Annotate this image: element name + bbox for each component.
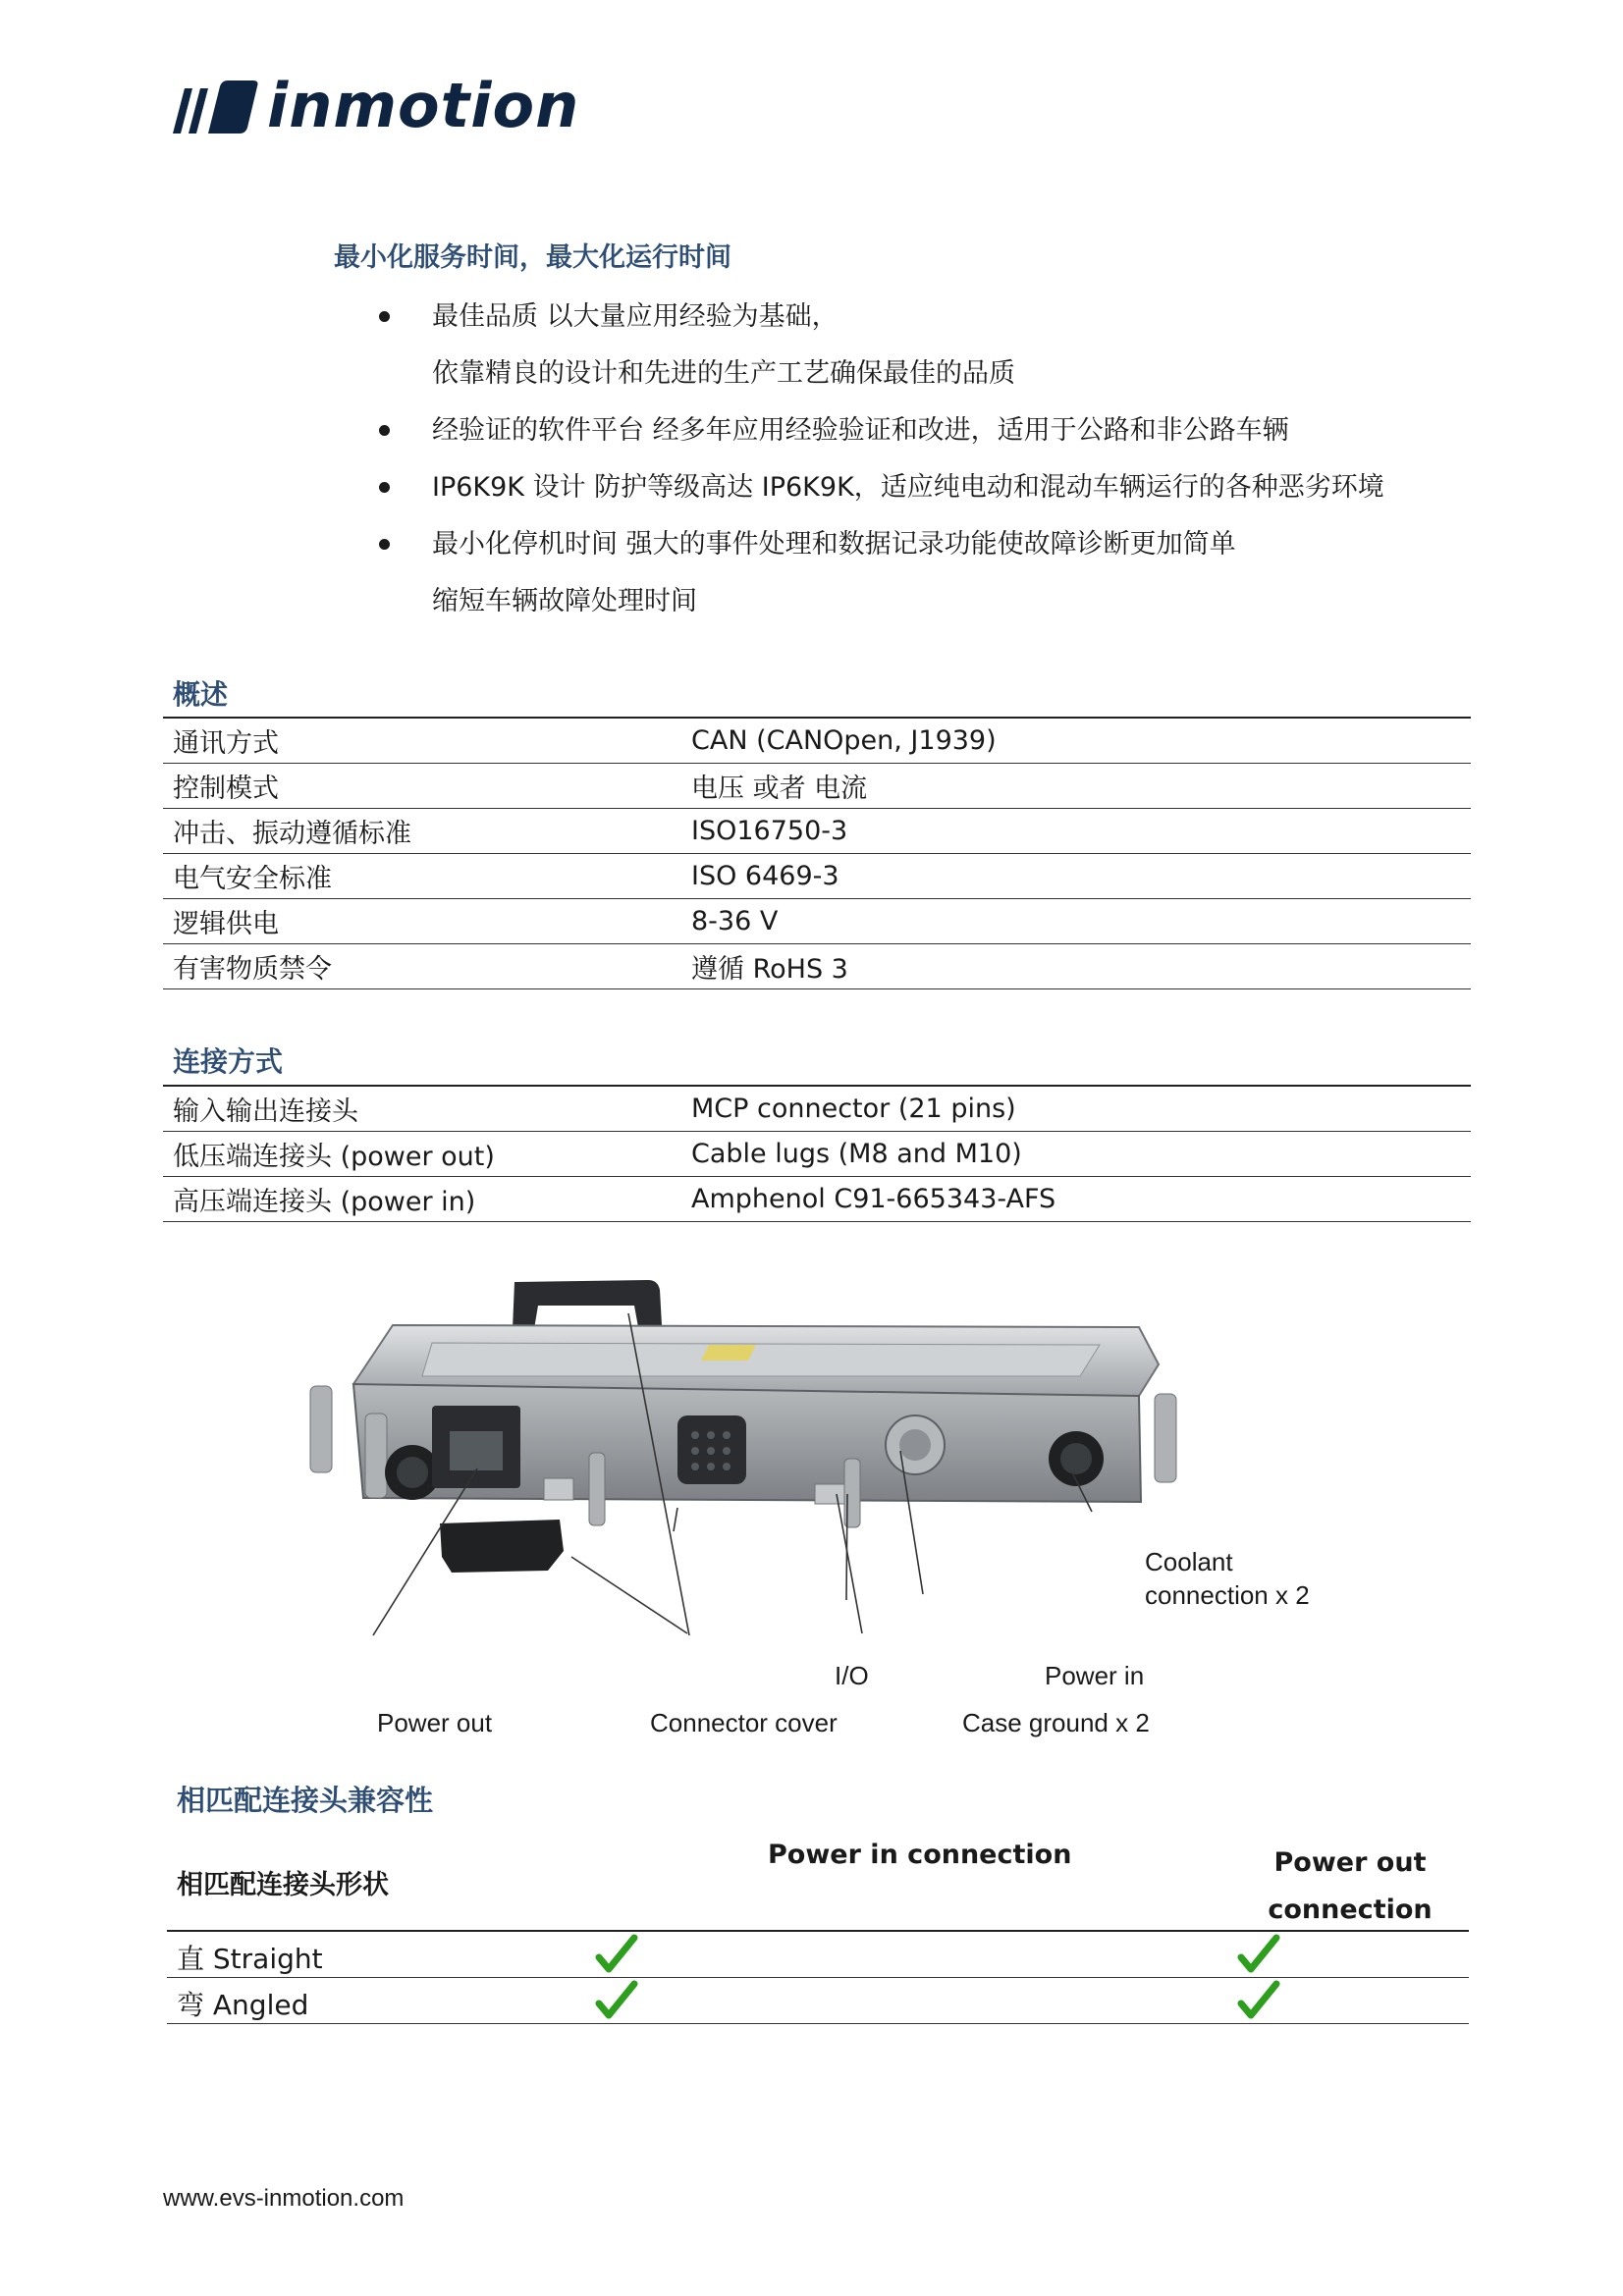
bullet-icon (379, 311, 390, 322)
row-label: 输入输出连接头 (173, 1096, 358, 1127)
table-row (167, 1932, 1469, 1978)
row-label: 电气安全标准 (173, 864, 332, 894)
row-value: CAN (CANOpen, J1939) (691, 725, 997, 756)
bullet-icon (379, 539, 390, 550)
compat-col-power-out-line2: connection (1268, 1895, 1433, 1925)
check-icon (595, 1980, 638, 2021)
coolant-label: Coolant (1145, 1547, 1233, 1576)
row-value: ISO16750-3 (691, 816, 848, 846)
check-icon (1237, 1934, 1280, 1975)
bullet-line: IP6K9K 设计 防护等级高达 IP6K9K，适应纯电动和混动车辆运行的各种恶劣环境 (432, 472, 1384, 503)
intro-title: 最小化服务时间，最大化运行时间 (334, 242, 731, 273)
row-label: 高压端连接头 (power in) (173, 1187, 476, 1217)
row-label: 冲击、振动遵循标准 (173, 819, 411, 849)
row-label: 直 Straight (177, 1943, 323, 1975)
list-item (379, 289, 1384, 402)
table-row (163, 899, 1471, 944)
table-row (163, 944, 1471, 989)
coolant-label-line2: connection x 2 (1145, 1580, 1310, 1610)
table-row (163, 1177, 1471, 1222)
footer-url[interactable]: www.evs-inmotion.com (163, 2185, 405, 2212)
table-row (163, 1087, 1471, 1132)
bullet-icon (379, 482, 390, 493)
power-out-label: Power out (377, 1708, 493, 1737)
list-item (379, 402, 1384, 459)
case-ground-label: Case ground x 2 (962, 1708, 1150, 1737)
row-value: 8-36 V (691, 906, 779, 936)
brand-logo-icon (163, 77, 261, 135)
row-value: Amphenol C91-665343-AFS (691, 1184, 1056, 1214)
bullet-line: 经验证的软件平台 经多年应用经验验证和改进，适用于公路和非公路车辆 (432, 415, 1289, 446)
table-row (163, 809, 1471, 854)
table-row (163, 719, 1471, 764)
row-label: 通讯方式 (173, 728, 279, 759)
list-item (379, 516, 1384, 630)
row-label: 低压端连接头 (power out) (173, 1142, 495, 1172)
bullet-line: 最佳品质 以大量应用经验为基础， (432, 301, 839, 332)
compat-table (167, 1930, 1469, 2024)
bullet-line: 最小化停机时间 强大的事件处理和数据记录功能使故障诊断更加简单 (432, 529, 1236, 560)
compat-col-power-out (1267, 1840, 1434, 1934)
table-row (163, 1132, 1471, 1177)
row-value: ISO 6469-3 (691, 861, 839, 891)
row-value: Cable lugs (M8 and M10) (691, 1139, 1022, 1169)
compat-title: 相匹配连接头兼容性 (177, 1784, 434, 1817)
bullet-icon (379, 425, 390, 436)
connector-cover-label: Connector cover (650, 1708, 838, 1737)
row-label: 弯 Angled (177, 1989, 309, 2021)
row-value: 电压 或者 电流 (691, 774, 868, 804)
compat-col-power-in: Power in connection (768, 1840, 1072, 1870)
row-value: 遵循 RoHS 3 (691, 954, 848, 985)
inverter-illustration (295, 1266, 1335, 1757)
compat-col-power-out-line1: Power out (1273, 1847, 1427, 1878)
brand-logo (163, 70, 580, 141)
row-label: 控制模式 (173, 774, 279, 804)
power-in-label: Power in (1045, 1661, 1145, 1690)
brand-logo-text: inmotion (267, 70, 580, 141)
overview-table (163, 717, 1471, 989)
feature-list (379, 289, 1384, 630)
connections-table (163, 1085, 1471, 1222)
row-label: 有害物质禁令 (173, 954, 332, 985)
bullet-line: 依靠精良的设计和先进的生产工艺确保最佳的品质 (432, 358, 1015, 389)
check-icon (595, 1934, 638, 1975)
io-label: I/O (835, 1661, 869, 1690)
row-label: 逻辑供电 (173, 909, 279, 939)
compat-col-shape: 相匹配连接头形状 (177, 1870, 389, 1900)
row-value: MCP connector (21 pins) (691, 1094, 1016, 1124)
table-row (167, 1978, 1469, 2024)
table-row (163, 764, 1471, 809)
bullet-line: 缩短车辆故障处理时间 (432, 586, 697, 616)
table-row (163, 854, 1471, 899)
overview-title: 概述 (173, 678, 229, 711)
connections-title: 连接方式 (173, 1045, 284, 1078)
list-item (379, 459, 1384, 516)
check-icon (1237, 1980, 1280, 2021)
product-figure (295, 1266, 1335, 1757)
